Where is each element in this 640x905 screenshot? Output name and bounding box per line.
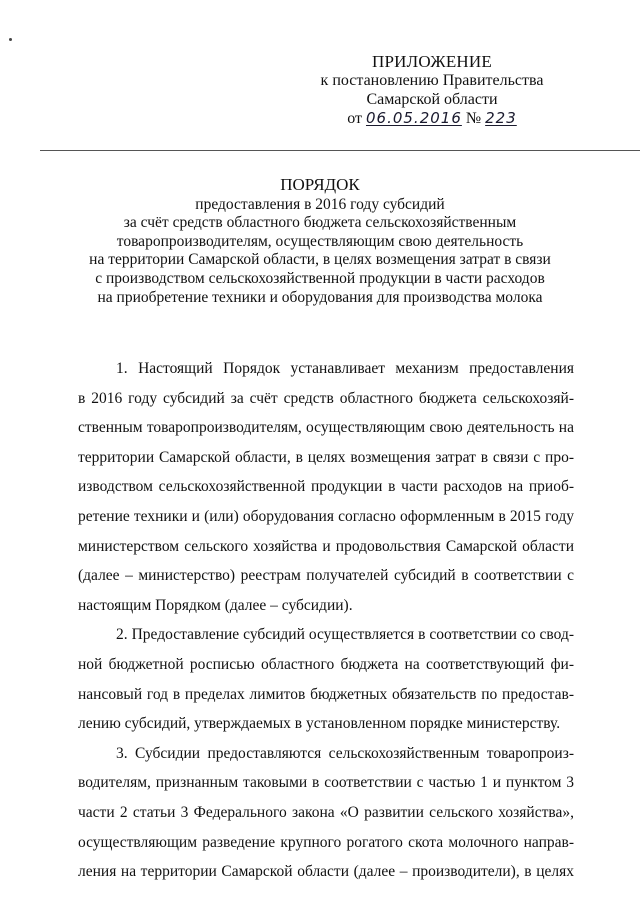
subtitle-line: на территории Самарской области, в целях возмещения затрат в связи	[89, 251, 551, 269]
paragraph-line: водителям, признанным таковыми в соответствии с частью 1 и пунктом 3	[78, 774, 574, 792]
paragraph-line: ственным товаропроизводителям, осуществляющим свою деятельность на	[78, 419, 574, 437]
document-body	[78, 354, 574, 887]
appendix-title: ПРИЛОЖЕНИЕ	[372, 52, 492, 71]
paragraph-3	[78, 739, 574, 887]
appendix-line-2: Самарской области	[366, 91, 498, 108]
paragraph-line: части 2 статьи 3 Федерального закона «О развитии сельского хозяйства»,	[78, 803, 574, 821]
document-title: ПОРЯДОК	[280, 175, 360, 194]
header-divider	[40, 150, 640, 151]
scan-speck	[9, 38, 12, 41]
paragraph-line: ления на территории Самарской области (далее – производители), в целях	[78, 863, 574, 881]
paragraph-line: осуществляющим разведение крупного рогатого скота молочного направ-	[78, 833, 574, 851]
paragraph-line: настоящим Порядком (далее – субсидии).	[78, 596, 353, 614]
paragraph-line: министерством сельского хозяйства и продовольствия Самарской области	[78, 537, 574, 555]
subtitle-line: с производством сельскохозяйственной продукции в части расходов	[95, 269, 545, 287]
paragraph-line: ной бюджетной росписью областного бюджета на соответствующий фи-	[78, 655, 574, 673]
subtitle-line: товаропроизводителям, осуществляющим свою деятельность	[116, 232, 524, 250]
paragraph-1	[78, 354, 574, 620]
subtitle-line: за счёт средств областного бюджета сельскохозяйственным	[123, 214, 517, 232]
paragraph-2	[78, 620, 574, 738]
paragraph-line: нансовый год в пределах лимитов бюджетных обязательств по предостав-	[78, 685, 574, 703]
paragraph-line: территории Самарской области, в целях возмещения затрат в связи с про-	[78, 448, 574, 466]
subtitle-line: предоставления в 2016 году субсидий	[195, 195, 445, 213]
appendix-line-1: к постановлению Правительства	[320, 72, 544, 89]
subtitle-line: на приобретение техники и оборудования для производства молока	[97, 288, 543, 306]
paragraph-line: 3. Субсидии предоставляются сельскохозяйственным товаропроиз-	[116, 744, 574, 762]
paragraph-line: (далее – министерство) реестрам получателей субсидий в соответствии с	[78, 567, 574, 585]
paragraph-line: 1. Настоящий Порядок устанавливает механизм предоставления	[116, 360, 574, 377]
paragraph-line: лению субсидий, утверждаемых в установленном порядке министерству.	[78, 715, 561, 733]
appendix-date-line	[302, 109, 562, 128]
number-prefix: №	[465, 110, 482, 127]
handwritten-number: 223	[485, 109, 517, 127]
handwritten-date: 06.05.2016	[365, 109, 462, 127]
paragraph-line: ретение техники и (или) оборудования согласно оформленным в 2015 году	[78, 507, 574, 525]
appendix-block	[302, 52, 562, 128]
paragraph-line: в 2016 году субсидий за счёт средств областного бюджета сельскохозяй-	[78, 389, 574, 407]
document-title-block	[40, 176, 600, 307]
paragraph-line: изводством сельскохозяйственной продукции в части расходов на приоб-	[78, 478, 574, 496]
date-prefix: от	[347, 110, 362, 127]
paragraph-line: 2. Предоставление субсидий осуществляется в соответствии со свод-	[116, 626, 574, 644]
